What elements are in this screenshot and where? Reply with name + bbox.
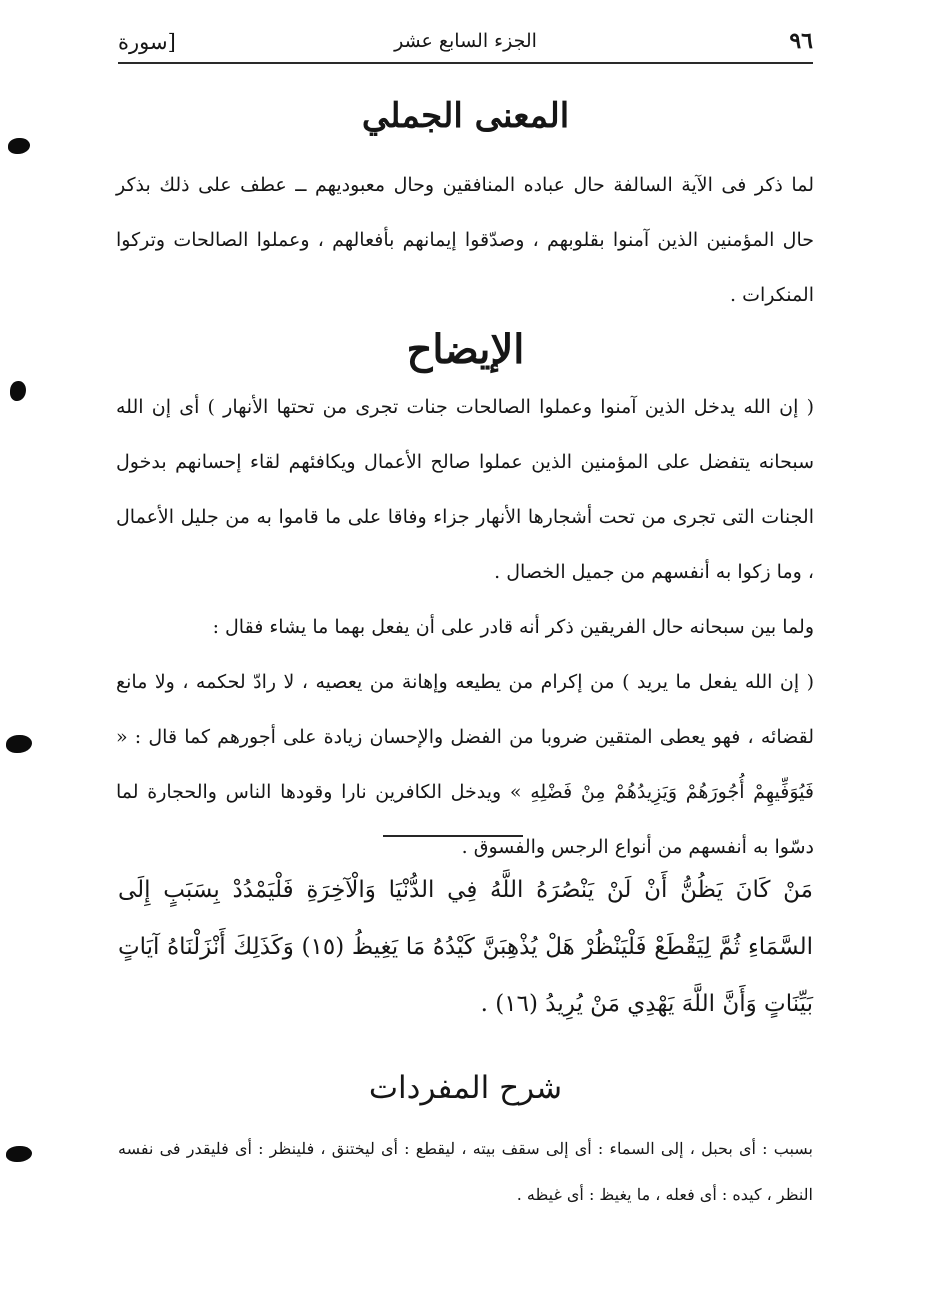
explanation-paragraph: ( إن الله يفعل ما يريد ) من إكرام من يطيعه وإهانة من يعصيه ، لا رادّ لحكمه ، ولا مانع لقضائه ، فهو يعطى المتقين ضروبا من الفضل والإحسان زيادة على أجورهم كما قال : « فَيُوَفِّيهِمْ أُجُورَهُمْ وَيَزِيدُهُمْ مِنْ فَضْلِهِ » ويدخل الكافرين نارا وقودها الناس والحجارة لما دسّوا به أنفسهم من أنواع الرجس والفسوق . [116,671,814,858]
running-header [118,28,813,62]
scan-speck [8,138,30,154]
scan-speck [10,381,26,401]
explanation-paragraph: ( إن الله يدخل الذين آمنوا وعملوا الصالحات جنات تجرى من تحتها الأنهار ) أى إن الله سبحانه يتفضل على المؤمنين الذين عملوا صالح الأعمال ويكافئهم لقاء إحسانهم بدخول الجنات التى تجرى من تحت أشجارها الأنهار جزاء وفاقا على ما قاموا به من جليل الأعمال ، وما زكوا به أنفسهم من جميل الخصال . [116,396,814,583]
vocabulary-heading: شرح المفردات [368,1070,563,1106]
page-number: ٩٦ [789,28,813,54]
summary-heading: المعنى الجملي [361,96,570,136]
explanation-paragraph: ولما بين سبحانه حال الفريقين ذكر أنه قادر على أن يفعل بهما ما يشاء فقال : [212,616,814,638]
summary-paragraph: لما ذكر فى الآية السالفة حال عباده المنافقين وحال معبوديهم ــ عطف على ذلك بذكر حال المؤمنين الذين آمنوا بقلوبهم ، وصدّقوا إيمانهم بأفعالهم ، وعملوا الصالحات وتركوا المنكرات . [116,174,814,306]
explanation-body [116,380,814,875]
part-title: الجزء السابع عشر [394,30,537,52]
scan-speck [6,735,32,753]
section-separator [383,835,523,837]
explanation-heading: الإيضاح [406,326,525,373]
quran-verse: مَنْ كَانَ يَظُنُّ أَنْ لَنْ يَنْصُرَهُ اللَّهُ فِي الدُّنْيَا وَالْآخِرَةِ فَلْيَمْدُدْ بِسَبَبٍ إِلَى السَّمَاءِ ثُمَّ لِيَقْطَعْ فَلْيَنْظُرْ هَلْ يُذْهِبَنَّ كَيْدُهُ مَا يَغِيظُ (١٥) وَكَذَلِكَ أَنْزَلْنَاهُ آيَاتٍ بَيِّنَاتٍ وَأَنَّ اللَّهَ يَهْدِي مَنْ يُرِيدُ (١٦) . [118,877,813,1017]
vocabulary-paragraph: بسبب : أى بحبل ، إلى السماء : أى إلى سقف بيته ، ليقطع : أى ليختنق ، فلينظر : أى فليقدر فى نفسه النظر ، كيده : أى فعله ، ما يغيظ : أى غيظه . [118,1139,813,1204]
scan-speck [6,1146,32,1162]
surah-label: [سورة [118,30,176,54]
surah-label-text: سورة [118,30,168,54]
header-rule [118,62,813,64]
